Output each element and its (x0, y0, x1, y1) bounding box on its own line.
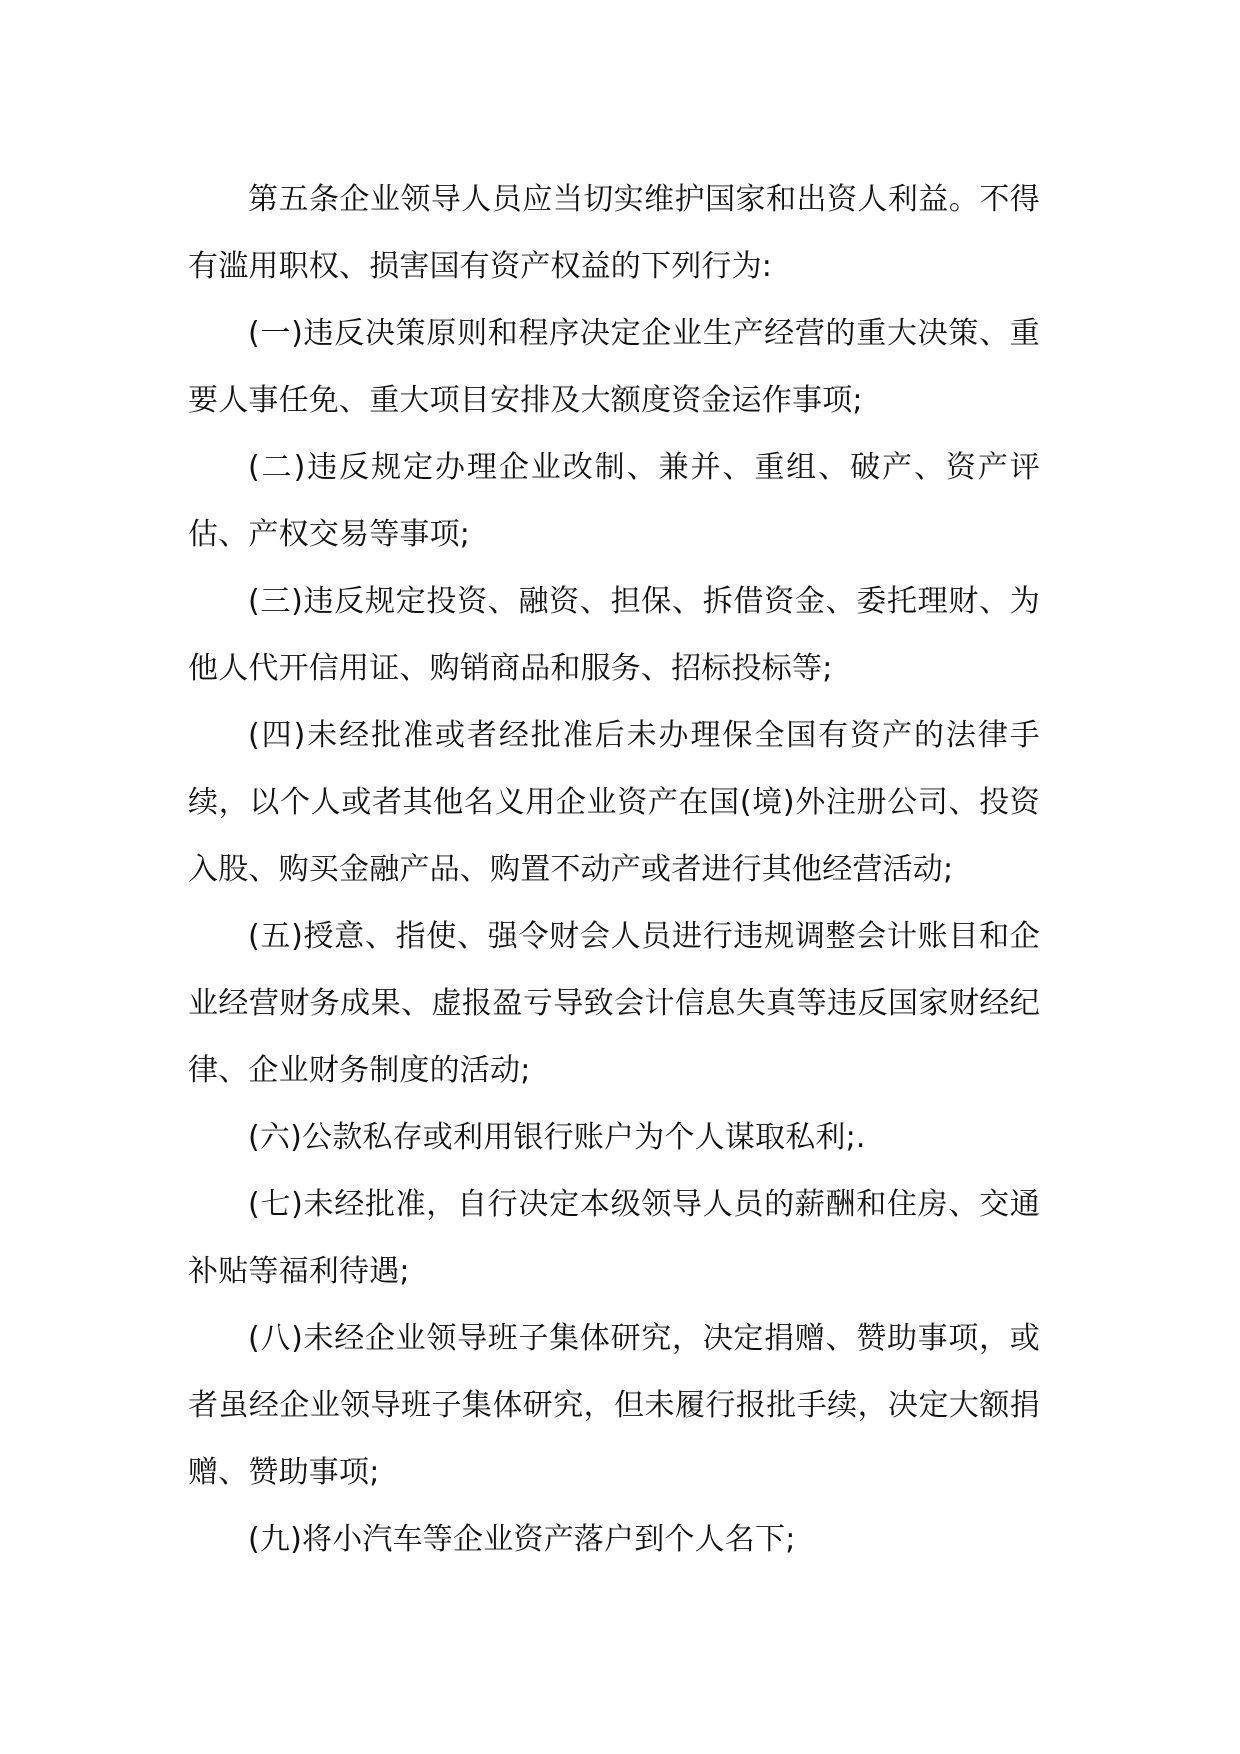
article-5-intro: 第五条企业领导人员应当切实维护国家和出资人利益。不得有滥用职权、损害国有资产权益的下列行为: (188, 182, 1040, 284)
clause-1: (一)违反决策原则和程序决定企业生产经营的重大决策、重要人事任免、重大项目安排及大额度资金运作事项; (188, 316, 1040, 418)
clause-7: (七)未经批准，自行决定本级领导人员的薪酬和住房、交通补贴等福利待遇; (188, 1187, 1040, 1289)
clause-9: (九)将小汽车等企业资产落户到个人名下; (248, 1522, 796, 1557)
clause-3: (三)违反规定投资、融资、担保、拆借资金、委托理财、为他人代开信用证、购销商品和服务、招标投标等; (188, 584, 1040, 686)
clause-2: (二)违反规定办理企业改制、兼并、重组、破产、资产评估、产权交易等事项; (188, 450, 1040, 552)
clause-4: (四)未经批准或者经批准后未办理保全国有资产的法律手续，以个人或者其他名义用企业资产在国(境)外注册公司、投资入股、购买金融产品、购置不动产或者进行其他经营活动; (188, 718, 1040, 887)
document-body (188, 166, 1040, 1573)
clause-8: (八)未经企业领导班子集体研究，决定捐赠、赞助事项，或者虽经企业领导班子集体研究，但未履行报批手续，决定大额捐赠、赞助事项; (188, 1321, 1040, 1490)
clause-5: (五)授意、指使、强令财会人员进行违规调整会计账目和企业经营财务成果、虚报盈亏导致会计信息失真等违反国家财经纪律、企业财务制度的活动; (188, 919, 1040, 1088)
clause-6: (六)公款私存或利用银行账户为个人谋取私利;. (248, 1120, 866, 1155)
